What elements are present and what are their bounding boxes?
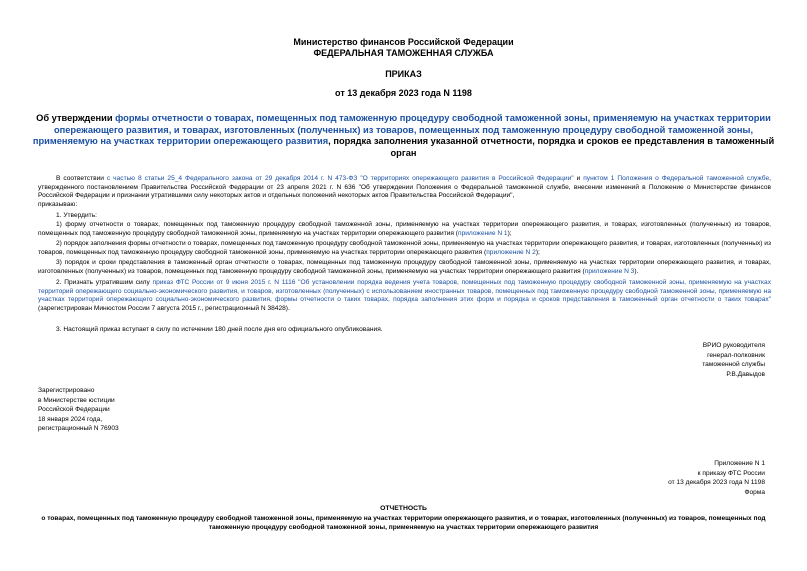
item-3-paragraph: 3. Настоящий приказ вступает в силу по истечении 180 дней после дня его официального опубликования. <box>56 326 383 333</box>
item-1-2-paragraph <box>38 240 771 257</box>
preamble-paragraph <box>38 175 771 209</box>
ministry-heading: Министерство финансов Российской Федерации <box>293 37 514 47</box>
item-1-3-end: ). <box>634 267 639 275</box>
registration-line: Зарегистрировано <box>38 387 95 394</box>
law-link[interactable]: с частью 8 статьи 25_4 Федерального закона от 29 декабря 2014 г. N 473-ФЗ "О территориях опережающего развития в Российской Федерации" <box>106 175 574 182</box>
appendix-form-label: Форма <box>744 488 765 496</box>
signature-block <box>702 341 765 379</box>
appendix-line: от 13 декабря 2023 года N 1198 <box>668 479 765 486</box>
regulation-link[interactable]: пунктом 1 Положения о Федеральной таможенной службе <box>583 175 770 182</box>
item-1-3-paragraph <box>38 259 771 276</box>
item-1-3-text: 3) порядок и сроки представления в таможенный орган отчетности о товарах, помещенных под таможенную процедуру свободной таможенной зоны, применяемую на участках территории опережающего развития, и товарах, изготовленных (полученных) из товаров, помещенных под таможенную процедуру свободной таможенной зоны, применяемую на участках территории опережающего развития ( <box>38 259 771 275</box>
report-subtitle: о товарах, помещенных под таможенную процедуру свободной таможенной зоны, применяемую на участках территории опережающего развития, и о товарах, изготовленных (полученных) из товаров, помещенных под таможенную процедуру свободной таможенной зоны, применяемую на участках территории опережающего развития <box>41 515 766 531</box>
appendix-line: к приказу ФТС России <box>697 469 765 477</box>
document-title <box>26 113 781 159</box>
registration-line: регистрационный N 76903 <box>38 425 119 432</box>
item-1-2-text: 2) порядок заполнения формы отчетности о товарах, помещенных под таможенную процедуру свободной таможенной зоны, применяемую на участках территории опережающего развития, и товарах, изготовленных (полученных) из товаров, помещенных под таможенную процедуру свободной таможенной зоны, применяемую на участках территории опережающего развития ( <box>38 240 771 256</box>
preamble-text-c: , утвержденного постановлением Правительства Российской Федерации от 23 апреля 2021 г. N 636 "Об утверждении Положения о Федеральной таможенной службе, внесении изменений в Положение о Министерстве финансов Российской Федерации и признании утратившими силу некоторых актов и отдельных положений некоторых актов Правительства Российской Федерации", <box>38 175 772 200</box>
order-date: от 13 декабря 2023 года N 1198 <box>335 88 472 98</box>
appendix-3-link[interactable]: приложение N 3 <box>584 267 635 275</box>
signature-line: генерал-полковник <box>707 351 765 359</box>
appendix-line: Приложение N 1 <box>714 460 765 467</box>
order-label: ПРИКАЗ <box>385 69 422 79</box>
item-2-end: (зарегистрирован Минюстом России 7 августа 2015 г., регистрационный N 38428). <box>38 304 290 312</box>
registration-block <box>38 386 119 434</box>
repealed-order-link[interactable]: приказ ФТС России от 9 июня 2015 г. N 1116 "Об установлении порядка ведения учета товаров, помещенных под таможенную процедуру свободной таможенной зоны, применяемую на участках территорий опережающего социально-экономического развития, и товаров, изготовленных (полученных) с использованием иностранных товаров, помещенных под таможенную процедуру свободной таможенной зоны, применяемую на участках территорий опережающего социально-экономического развития, формы отчетности о таких товарах, порядка заполнения этих форм и порядка и сроков представления в таможенный орган отчетности о таких товарах" <box>38 279 772 304</box>
report-title: ОТЧЕТНОСТЬ <box>380 505 427 512</box>
registration-line: 18 января 2024 года, <box>38 415 103 423</box>
registration-line: Российской Федерации <box>38 406 110 413</box>
item-1-1-text: 1) форму отчетности о товарах, помещенных под таможенную процедуру свободной таможенной зоны, применяемую на участках территории опережающего развития, и товарах, изготовленных (полученных) из товаров, помещенных под таможенную процедуру свободной таможенной зоны, применяемую на участках территории опережающего развития ( <box>38 221 771 237</box>
item-1-1-end: ); <box>507 229 512 237</box>
appendix-2-link[interactable]: приложение N 2 <box>486 248 536 256</box>
signature-line: ВРИО руководителя <box>702 342 765 349</box>
appendix-block <box>668 459 765 497</box>
item-2-text: 2. Признать утратившим силу <box>56 279 153 286</box>
item-2-paragraph <box>38 279 771 313</box>
order-verb: приказываю: <box>38 200 78 208</box>
item-1-2-end: ); <box>535 248 540 256</box>
title-form-link[interactable]: формы отчетности о товарах, помещенных под таможенную процедуру свободной таможенной зоны, применяемую на участках территории опережающего развития, и товарах, изготовленных (полученных) из товаров, помещенных под таможенную процедуру свободной таможенной зоны, применяемую на участках территории опережающего развития <box>32 113 771 146</box>
item-1-heading: 1. Утвердить: <box>56 212 97 219</box>
title-prefix: Об утверждении <box>36 113 116 123</box>
appendix-1-link[interactable]: приложение N 1 <box>458 229 508 237</box>
signature-line: таможенной службы <box>702 361 765 368</box>
title-suffix: , порядка заполнения указанной отчетности, порядка и сроков ее представления в таможенный орган <box>328 136 775 158</box>
service-heading: ФЕДЕРАЛЬНАЯ ТАМОЖЕННАЯ СЛУЖБА <box>313 48 494 58</box>
item-1-1-paragraph <box>38 221 771 238</box>
signature-name: Р.В.Давыдов <box>726 370 765 378</box>
registration-line: в Министерстве юстиции <box>38 396 115 404</box>
preamble-text-a: В соответствии <box>56 175 107 182</box>
preamble-text-b: и <box>573 175 584 182</box>
